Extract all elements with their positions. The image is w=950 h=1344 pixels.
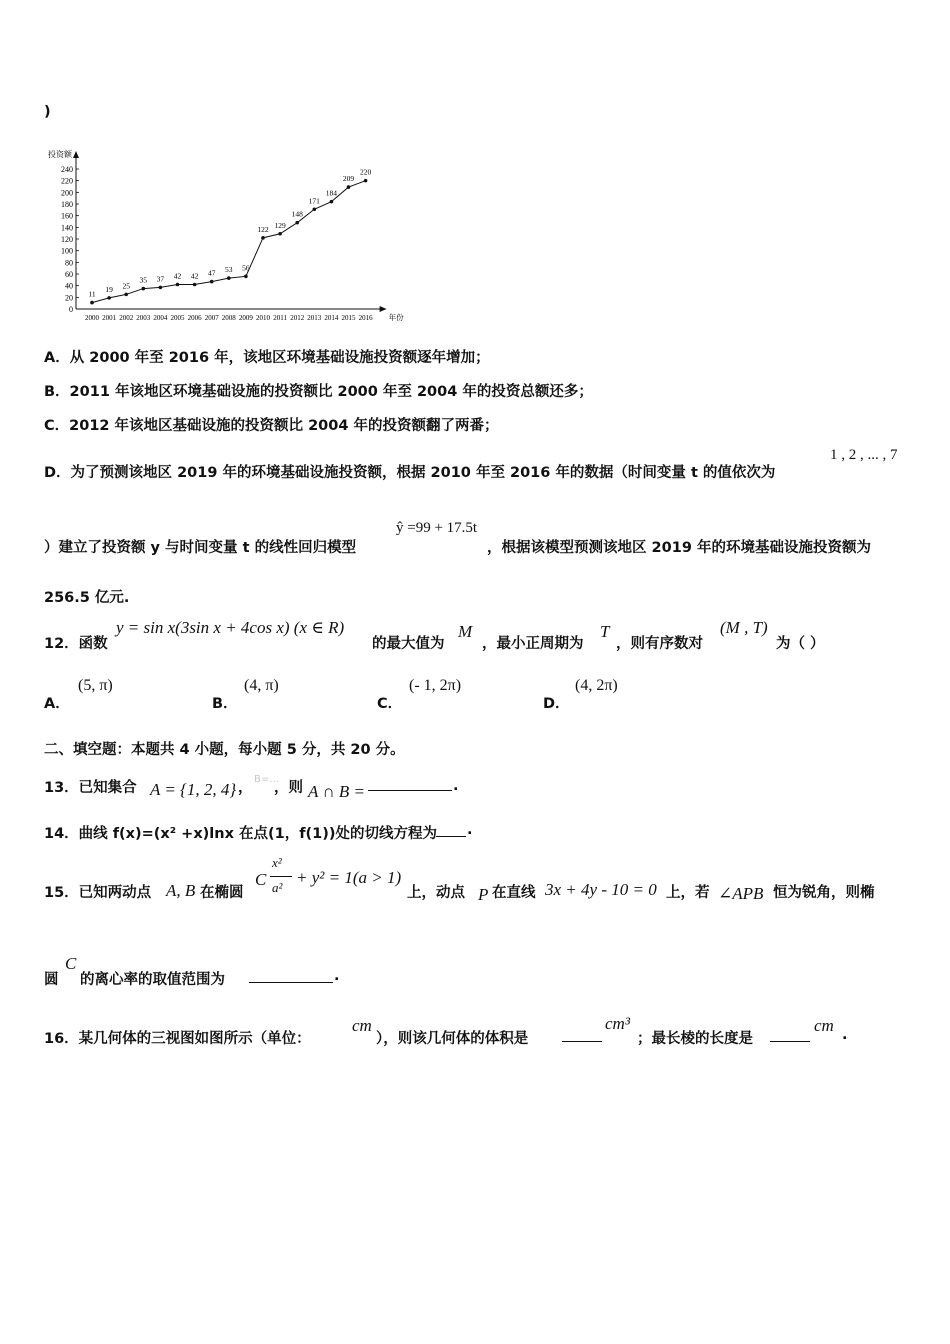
- q12-T: T: [600, 622, 610, 641]
- data-point: [364, 179, 368, 183]
- q12-lead: 12．函数: [44, 636, 108, 652]
- q13-setA: A = {1, 2, 4}: [150, 780, 237, 799]
- data-point: [142, 287, 146, 291]
- data-label: 42: [173, 271, 182, 281]
- y-tick-label: 0: [69, 305, 73, 314]
- q16-end: .: [842, 1027, 848, 1043]
- q14-answer-blank: [436, 822, 466, 837]
- q12-option-c-value: (- 1, 2π): [409, 677, 462, 694]
- option-d-line2b: ，根据该模型预测该地区 2019 年的环境基础设施投资额为: [487, 540, 871, 556]
- q12-text3: ，则有序数对: [616, 636, 703, 652]
- data-label: 129: [274, 220, 286, 230]
- q13-lead: 13．已知集合: [44, 780, 137, 796]
- q16-lead: 16．某几何体的三视图如图所示（单位：: [44, 1031, 311, 1047]
- x-tick-label: 2011: [273, 314, 287, 322]
- q15-text2: 上，动点: [407, 885, 465, 901]
- data-point: [313, 207, 317, 211]
- option-b: B．2011 年该地区环境基础设施的投资额比 2000 年至 2004 年的投资总额还多；: [44, 384, 593, 400]
- option-d-line2a: ）建立了投资额 y 与时间变量 t 的线性回归模型: [44, 540, 357, 556]
- y-axis-arrow: [73, 151, 79, 158]
- x-tick-label: 2012: [290, 314, 305, 322]
- q16-unit1: cm: [352, 1016, 372, 1035]
- x-tick-label: 2002: [119, 314, 134, 322]
- data-point: [244, 275, 248, 279]
- q12-option-a-label: A．: [44, 696, 70, 712]
- q13-end: .: [453, 778, 459, 794]
- data-label: 220: [359, 167, 372, 177]
- x-tick-label: 2000: [85, 314, 99, 322]
- y-tick-label: 140: [61, 223, 73, 233]
- q16-text2: ；最长棱的长度是: [637, 1031, 753, 1047]
- q15-ellipse-rest: + y² = 1(a > 1): [296, 868, 402, 887]
- q12-function: y = sin x(3sin x + 4cos x) (x ∈ R): [116, 618, 345, 637]
- q12-option-c-label: C．: [377, 696, 403, 712]
- q16-text1: ），则该几何体的体积是: [376, 1031, 529, 1047]
- q13-expression: A ∩ B =: [308, 782, 365, 801]
- x-tick-label: 2013: [307, 314, 322, 322]
- x-tick-label: 2016: [358, 314, 373, 322]
- y-tick-label: 220: [61, 176, 73, 186]
- data-label: 184: [325, 188, 338, 198]
- q16-edge-blank: [770, 1027, 810, 1042]
- q13-faint-setB: B=…: [254, 774, 280, 785]
- y-tick-label: 80: [65, 258, 73, 268]
- q16-unit2: cm³: [605, 1014, 630, 1033]
- data-point: [159, 286, 163, 290]
- q15-ellipse-C: C: [255, 870, 267, 889]
- data-label: 148: [291, 209, 303, 219]
- q12-pair: (M , T): [720, 618, 768, 637]
- q15-P: P: [478, 885, 489, 904]
- q15-answer-blank: [249, 968, 333, 983]
- q15-text3: 在直线: [492, 885, 536, 901]
- data-point: [107, 296, 111, 300]
- data-point: [90, 301, 94, 305]
- option-d-time-values: 1 , 2 , ... , 7: [830, 447, 898, 463]
- q15-lead: 15．已知两动点: [44, 885, 152, 901]
- q15-line: 3x + 4y - 10 = 0: [545, 880, 657, 899]
- series-line: [92, 181, 366, 303]
- q15-line2-start: 圆: [44, 972, 59, 988]
- q15-fraction-numerator: x²: [272, 855, 282, 870]
- data-point: [227, 276, 231, 280]
- q12-M: M: [458, 622, 473, 641]
- y-tick-label: 200: [61, 188, 73, 198]
- data-point: [295, 221, 299, 225]
- option-c: C．2012 年该地区基础设施的投资额比 2004 年的投资额翻了两番；: [44, 418, 499, 434]
- x-tick-label: 2014: [324, 314, 339, 322]
- q15-text1: 在椭圆: [200, 885, 244, 901]
- q13-text1: ，则: [274, 780, 303, 796]
- investment-line-chart: [40, 145, 404, 327]
- q12-option-a-value: (5, π): [78, 677, 113, 694]
- q15-end: .: [334, 968, 340, 984]
- q15-AB: A, B: [166, 881, 196, 900]
- data-point: [193, 283, 197, 287]
- data-label: 35: [139, 275, 148, 285]
- data-point: [330, 200, 334, 204]
- x-tick-label: 2010: [256, 314, 270, 322]
- section2-title: 二、填空题：本题共 4 小题，每小题 5 分，共 20 分。: [44, 742, 405, 758]
- q15-fraction-denominator: a²: [272, 880, 283, 895]
- x-tick-label: 2006: [187, 314, 202, 322]
- q12-option-d-label: D．: [543, 696, 570, 712]
- x-axis-arrow: [380, 306, 387, 312]
- x-tick-label: 2015: [341, 314, 356, 322]
- y-tick-label: 160: [61, 211, 73, 221]
- q13-answer-blank: [368, 776, 452, 791]
- q15-ellipse-C2: C: [65, 954, 77, 973]
- data-point: [278, 232, 282, 236]
- x-tick-label: 2008: [221, 314, 236, 322]
- data-point: [176, 283, 180, 287]
- y-tick-label: 40: [65, 281, 73, 291]
- y-tick-label: 20: [65, 293, 73, 303]
- q14-text: 14．曲线 f(x)=(x² +x)lnx 在点(1，f(1))处的切线方程为: [44, 826, 437, 842]
- y-tick-label: 180: [61, 200, 73, 209]
- q12-text4: 为（ ）: [776, 636, 825, 652]
- x-tick-label: 2005: [170, 314, 185, 322]
- q14-end: .: [467, 822, 473, 838]
- q15-text5: 恒为锐角，则椭: [773, 885, 875, 901]
- data-label: 25: [122, 281, 130, 291]
- data-label: 122: [257, 224, 269, 234]
- q16-volume-blank: [562, 1027, 602, 1042]
- data-point: [210, 280, 214, 284]
- y-tick-label: 100: [61, 246, 73, 256]
- y-tick-label: 120: [61, 235, 73, 244]
- q15-angle: ∠APB: [718, 884, 764, 903]
- data-label: 19: [105, 284, 113, 294]
- x-tick-label: 2003: [136, 314, 151, 322]
- data-label: 47: [207, 268, 216, 278]
- x-tick-label: 2004: [153, 314, 168, 322]
- data-point: [261, 236, 265, 240]
- data-point: [347, 185, 351, 189]
- y-tick-label: 60: [65, 270, 73, 279]
- q15-fraction-bar: [270, 876, 292, 877]
- option-d-line1: D．为了预测该地区 2019 年的环境基础设施投资额，根据 2010 年至 2016 年的数据（时间变量 t 的值依次为: [44, 465, 776, 481]
- data-label: 37: [156, 274, 165, 284]
- paren-fragment: ): [44, 104, 51, 120]
- option-a: A．从 2000 年至 2016 年，该地区环境基础设施投资额逐年增加；: [44, 350, 490, 366]
- data-label: 209: [342, 174, 355, 184]
- q12-option-d-value: (4, 2π): [575, 677, 618, 694]
- data-label: 171: [308, 196, 320, 206]
- x-tick-label: 2007: [204, 314, 219, 322]
- data-point: [124, 293, 128, 297]
- q12-option-b-value: (4, π): [244, 677, 279, 694]
- y-tick-label: 240: [61, 165, 73, 174]
- q16-unit3: cm: [814, 1016, 834, 1035]
- data-label: 56: [242, 263, 250, 273]
- data-label: 53: [225, 265, 233, 275]
- q15-line2-text: 的离心率的取值范围为: [80, 972, 225, 988]
- option-d-line3: 256.5 亿元.: [44, 590, 130, 606]
- x-axis-label: 年份: [388, 313, 404, 322]
- x-tick-label: 2009: [238, 314, 253, 322]
- q13-comma: ，: [238, 780, 253, 796]
- regression-model: ŷ =99 + 17.5t: [396, 520, 478, 536]
- data-label: 42: [190, 271, 199, 281]
- x-tick-label: 2001: [102, 314, 117, 322]
- q12-text2: ，最小正周期为: [482, 636, 584, 652]
- q12-text1: 的最大值为: [372, 636, 445, 652]
- y-axis-label: 投资额: [48, 150, 72, 159]
- q12-option-b-label: B．: [212, 696, 238, 712]
- q15-text4: 上，若: [666, 885, 710, 901]
- data-label: 11: [88, 289, 96, 299]
